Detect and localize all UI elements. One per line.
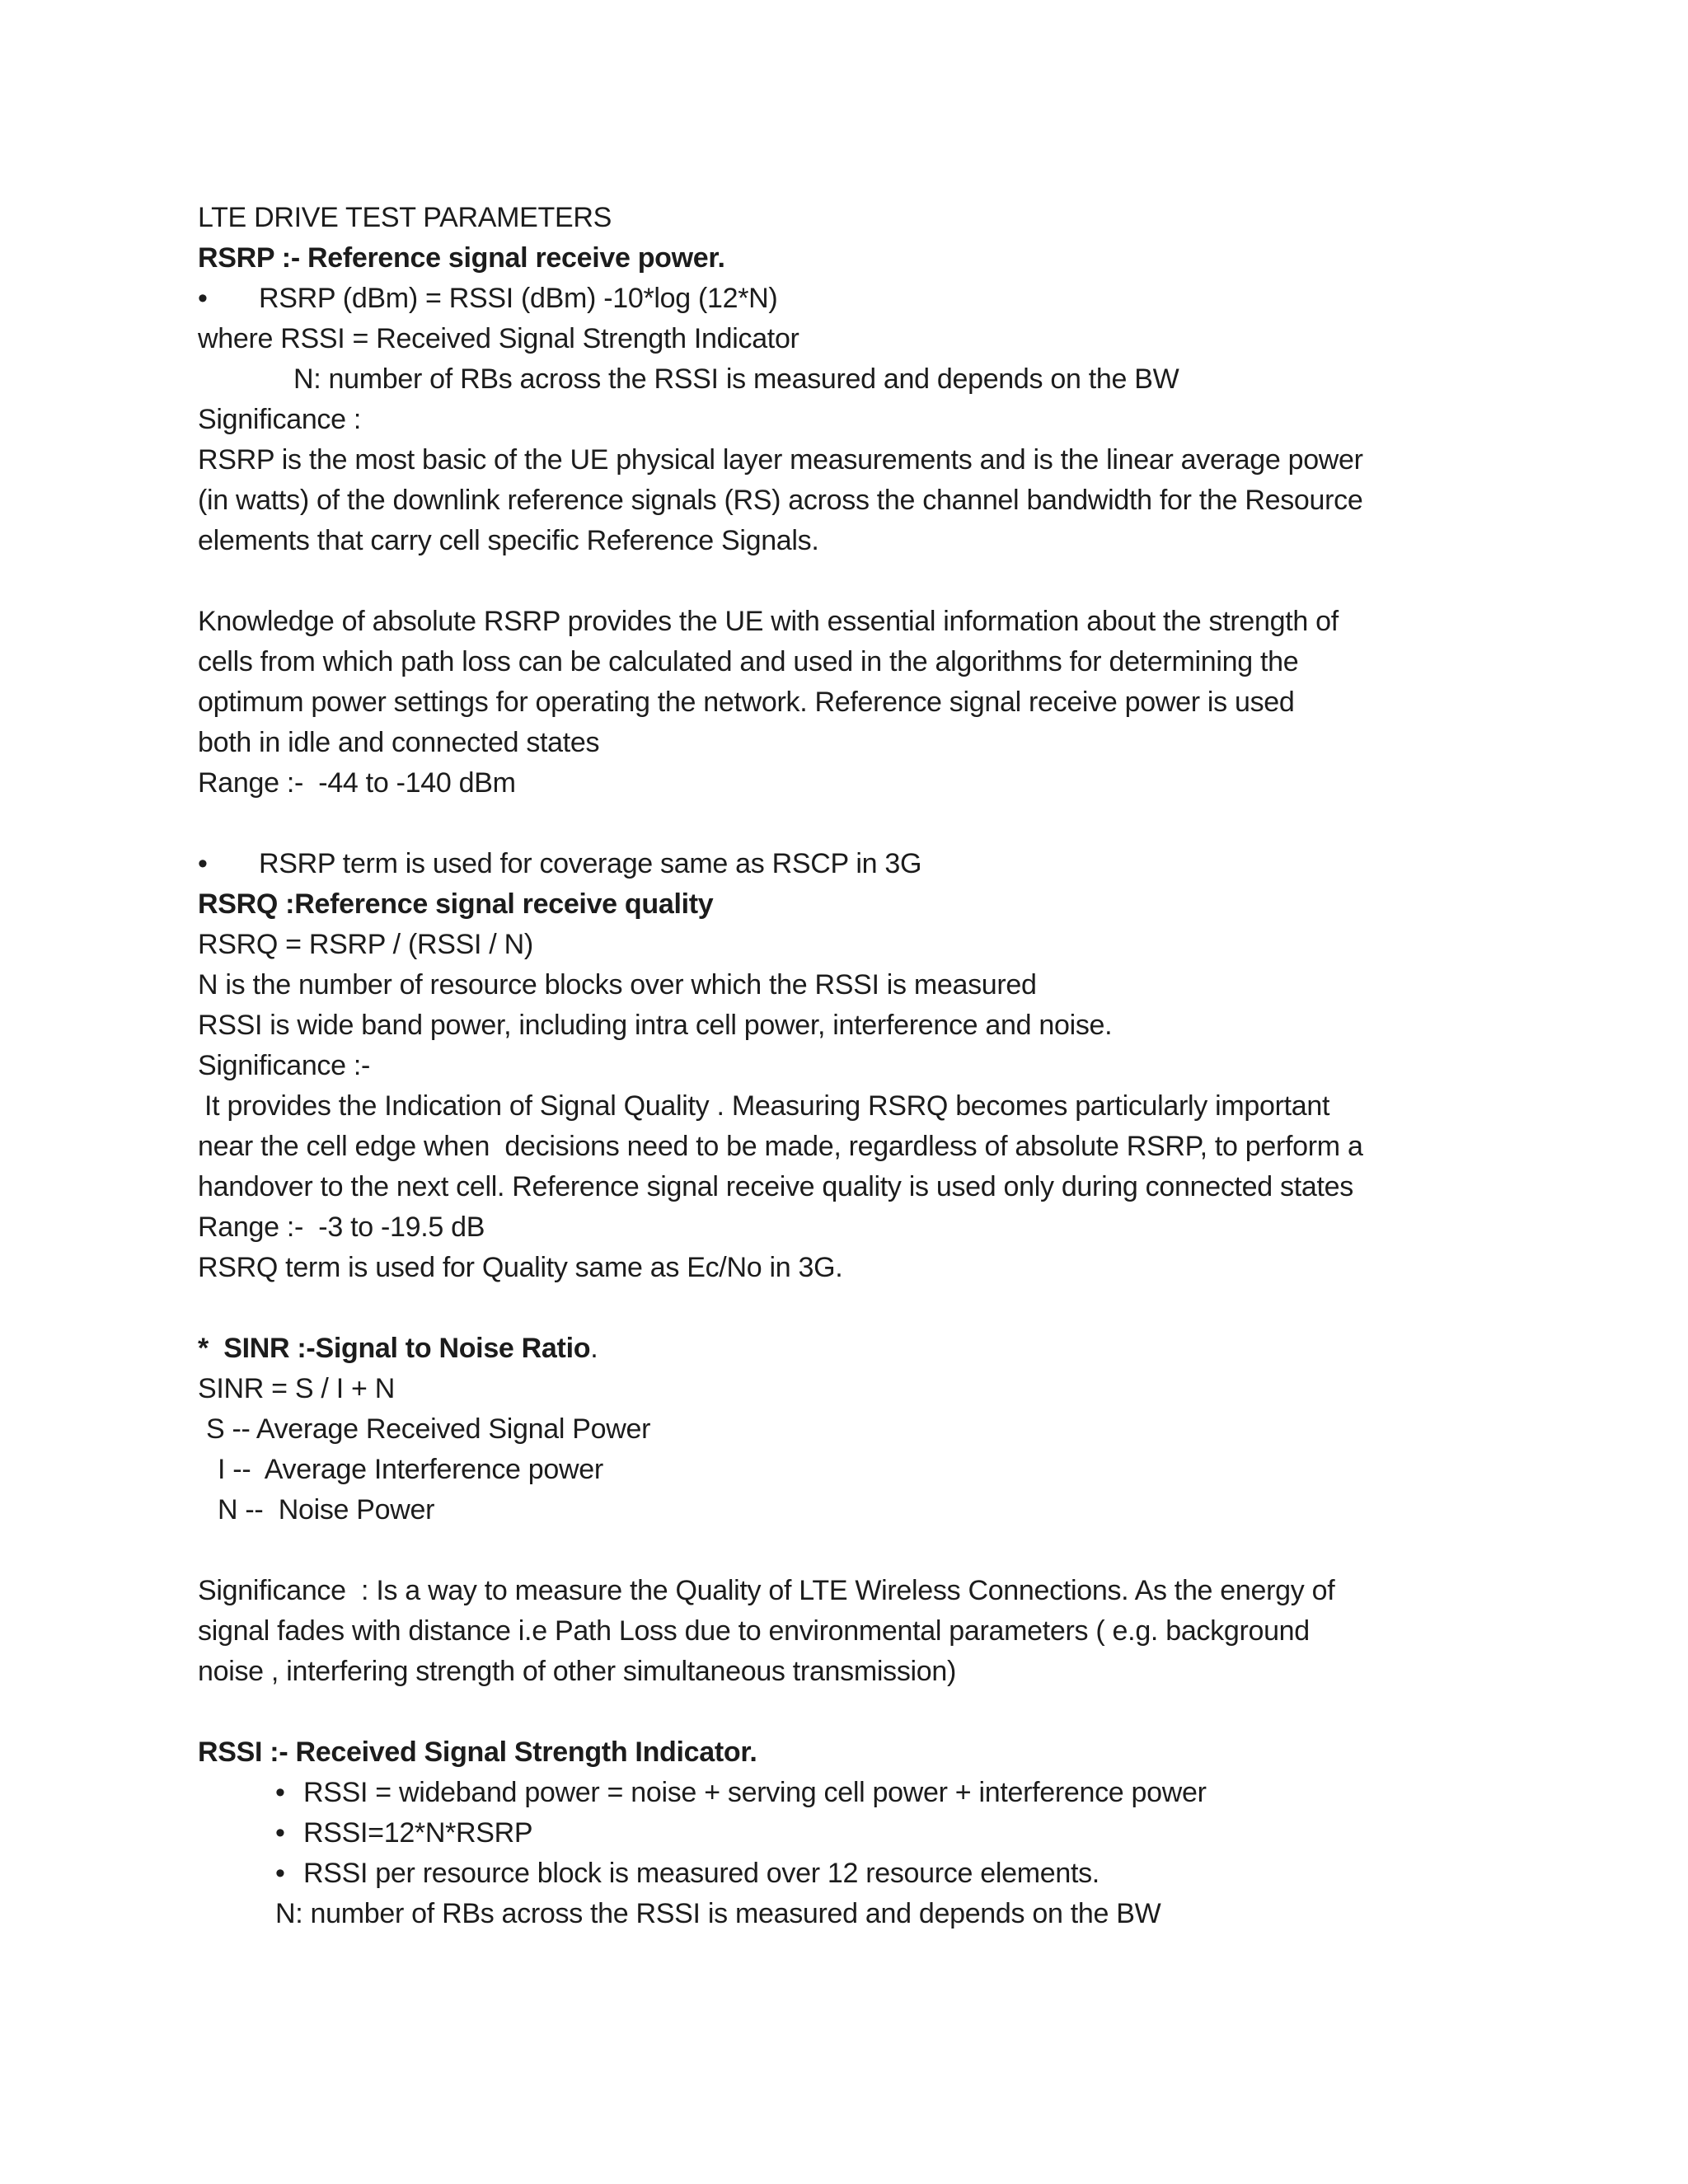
rsrp-coverage-note: RSRP term is used for coverage same as RSCP in 3G	[259, 848, 922, 879]
rsrp-range: Range :- -44 to -140 dBm	[198, 767, 516, 799]
rssi-bullet-text: RSSI=12*N*RSRP	[303, 1817, 533, 1849]
bullet-icon: •	[275, 1817, 285, 1849]
document-body	[198, 198, 1533, 1934]
document-title: LTE DRIVE TEST PARAMETERS	[198, 202, 612, 233]
sinr-n-line: N -- Noise Power	[218, 1494, 435, 1526]
rsrp-formula-bullet	[198, 279, 1533, 319]
rssi-bullet-item	[198, 1813, 1533, 1854]
rssi-bullet-item	[198, 1773, 1533, 1813]
blank-line	[198, 1530, 1533, 1571]
blank-line	[198, 1692, 1533, 1732]
blank-line	[198, 1288, 1533, 1329]
rssi-bullet-text: RSSI per resource block is measured over 12 resource elements.	[303, 1858, 1100, 1889]
sinr-i-line: I -- Average Interference power	[218, 1454, 603, 1485]
rsrp-para2-line: both in idle and connected states	[198, 727, 600, 758]
rsrp-para2-line: Knowledge of absolute RSRP provides the UE with essential information about the strength of	[198, 606, 1339, 637]
rsrq-para-line: handover to the next cell. Reference signal receive quality is used only during connected states	[198, 1171, 1353, 1202]
bullet-icon: •	[275, 1777, 285, 1808]
rsrq-para-line: near the cell edge when decisions need to be made, regardless of absolute RSRP, to perform a	[198, 1131, 1363, 1162]
rsrq-heading: RSRQ :Reference signal receive quality	[198, 888, 714, 920]
blank-line	[198, 804, 1533, 844]
rssi-bullet-text: RSSI = wideband power = noise + serving cell power + interference power	[303, 1777, 1207, 1808]
rsrq-n-line: N is the number of resource blocks over which the RSSI is measured	[198, 969, 1037, 1001]
rsrp-significance-label: Significance :	[198, 404, 362, 435]
rsrq-quality-note: RSRQ term is used for Quality same as Ec/No in 3G.	[198, 1252, 843, 1283]
sinr-s-line: S -- Average Received Signal Power	[206, 1413, 651, 1445]
sinr-significance-line: Significance : Is a way to measure the Quality of LTE Wireless Connections. As the energy of	[198, 1575, 1335, 1606]
rsrp-para1-line: elements that carry cell specific Reference Signals.	[198, 525, 819, 556]
rsrq-significance-label: Significance :-	[198, 1050, 371, 1081]
rsrp-para2-line: optimum power settings for operating the network. Reference signal receive power is used	[198, 687, 1295, 718]
sinr-heading-text: * SINR :-Signal to Noise Ratio	[198, 1333, 591, 1364]
sinr-significance-line: noise , interfering strength of other simultaneous transmission)	[198, 1656, 957, 1687]
rsrp-para1-line: RSRP is the most basic of the UE physical layer measurements and is the linear average power	[198, 444, 1363, 476]
bullet-icon: •	[275, 1858, 285, 1889]
rssi-heading: RSSI :- Received Signal Strength Indicator.	[198, 1736, 757, 1768]
bullet-icon: •	[198, 283, 208, 314]
rsrp-para2-line: cells from which path loss can be calculated and used in the algorithms for determining the	[198, 646, 1299, 677]
rsrq-range: Range :- -3 to -19.5 dB	[198, 1212, 485, 1243]
sinr-formula: SINR = S / I + N	[198, 1373, 395, 1404]
rsrq-para-line: It provides the Indication of Signal Quality . Measuring RSRQ becomes particularly important	[204, 1090, 1330, 1122]
sinr-heading-tail: .	[590, 1333, 598, 1364]
rsrp-coverage-bullet	[198, 844, 1533, 884]
sinr-significance-line: signal fades with distance i.e Path Loss due to environmental parameters ( e.g. background	[198, 1615, 1310, 1647]
blank-line	[198, 561, 1533, 602]
rssi-bullet-item	[198, 1854, 1533, 1894]
rssi-n-line: N: number of RBs across the RSSI is measured and depends on the BW	[275, 1898, 1161, 1929]
rsrp-para1-line: (in watts) of the downlink reference signals (RS) across the channel bandwidth for the Resource	[198, 485, 1363, 516]
sinr-heading	[198, 1329, 1533, 1369]
rsrq-formula: RSRQ = RSRP / (RSSI / N)	[198, 929, 533, 960]
rsrp-where-line: where RSSI = Received Signal Strength Indicator	[198, 323, 799, 354]
bullet-icon: •	[198, 848, 208, 879]
rsrp-formula: RSRP (dBm) = RSSI (dBm) -10*log (12*N)	[259, 283, 778, 314]
rsrp-n-line: N: number of RBs across the RSSI is measured and depends on the BW	[293, 363, 1179, 395]
rsrq-rssi-line: RSSI is wide band power, including intra cell power, interference and noise.	[198, 1010, 1113, 1041]
rsrp-heading: RSRP :- Reference signal receive power.	[198, 242, 725, 274]
